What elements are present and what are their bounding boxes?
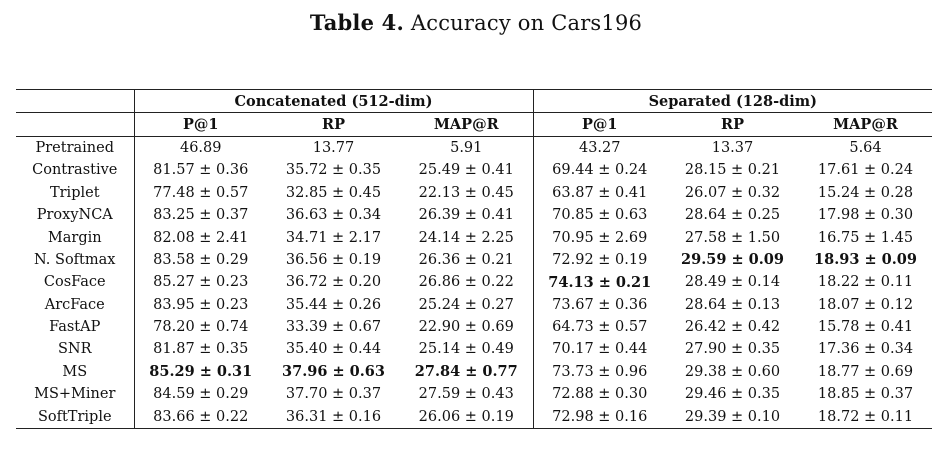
subheader-p1-sep: P@1	[533, 113, 666, 136]
table-row	[16, 271, 932, 293]
metric-cell: 83.58 ± 0.29	[134, 249, 267, 271]
table-row	[16, 182, 932, 204]
metric-cell: 64.73 ± 0.57	[533, 316, 666, 338]
method-name: CosFace	[43, 274, 106, 291]
metric-cell: 37.96 ± 0.63	[282, 363, 385, 381]
metric-cell: 18.72 ± 0.11	[799, 405, 932, 428]
method-name: ProxyNCA	[36, 207, 113, 224]
metric-cell: 27.90 ± 0.35	[684, 341, 781, 358]
table-row	[16, 159, 932, 181]
metric-cell: 25.24 ± 0.27	[418, 296, 514, 313]
table-caption	[0, 10, 952, 35]
metric-cell: 73.73 ± 0.96	[533, 361, 666, 383]
metric-cell: 70.85 ± 0.63	[533, 204, 666, 226]
metric-cell: 37.70 ± 0.37	[285, 386, 382, 403]
method-name: Margin	[47, 229, 102, 246]
metric-cell: 5.64	[799, 136, 932, 159]
metric-cell: 73.67 ± 0.36	[533, 294, 666, 316]
table-row	[16, 338, 932, 360]
metric-cell: 81.87 ± 0.35	[134, 338, 267, 360]
metric-cell: 13.77	[267, 136, 400, 159]
method-name: Pretrained	[16, 136, 134, 159]
metric-cell: 25.14 ± 0.49	[418, 341, 514, 358]
metric-cell: 70.17 ± 0.44	[533, 338, 666, 360]
metric-cell: 72.88 ± 0.30	[533, 383, 666, 405]
metric-cell: 18.07 ± 0.12	[817, 296, 914, 313]
group-header-row	[16, 90, 932, 113]
metric-cell: 26.39 ± 0.41	[418, 207, 514, 224]
metric-cell: 32.85 ± 0.45	[285, 184, 382, 201]
metric-cell: 24.14 ± 2.25	[418, 229, 514, 246]
metric-cell: 36.56 ± 0.19	[285, 251, 382, 268]
metric-cell: 27.59 ± 0.43	[418, 386, 514, 403]
table-row	[16, 249, 932, 271]
caption-text: Accuracy on Cars196	[410, 11, 643, 35]
metric-cell: 36.31 ± 0.16	[267, 405, 400, 428]
empty-corner	[16, 90, 134, 113]
metric-cell: 85.27 ± 0.23	[134, 271, 267, 293]
metric-cell: 22.90 ± 0.69	[418, 319, 514, 336]
metric-cell: 69.44 ± 0.24	[533, 159, 666, 181]
method-name: Contrastive	[32, 162, 118, 179]
group-header-concatenated: Concatenated (512-dim)	[134, 90, 533, 113]
table-row	[16, 204, 932, 226]
method-name: MS	[62, 363, 88, 380]
metric-cell: 22.13 ± 0.45	[418, 184, 514, 201]
metric-cell: 28.49 ± 0.14	[684, 274, 781, 291]
empty-corner-sub	[16, 113, 134, 136]
method-name: SNR	[57, 341, 92, 358]
metric-cell: 34.71 ± 2.17	[285, 229, 382, 246]
table-row	[16, 136, 932, 159]
metric-cell: 83.95 ± 0.23	[134, 294, 267, 316]
metric-cell: 26.06 ± 0.19	[400, 405, 533, 428]
metric-cell: 26.86 ± 0.22	[418, 274, 514, 291]
method-name: ArcFace	[44, 296, 105, 313]
subheader-mapr-concat: MAP@R	[433, 116, 499, 134]
metric-cell: 35.72 ± 0.35	[285, 162, 382, 179]
metric-cell: 81.57 ± 0.36	[134, 159, 267, 181]
table-row	[16, 294, 932, 316]
metric-cell: 33.39 ± 0.67	[285, 319, 382, 336]
metric-cell: 29.59 ± 0.09	[681, 251, 784, 269]
results-table	[16, 89, 932, 429]
metric-cell: 82.08 ± 2.41	[134, 226, 267, 248]
metric-cell: 83.25 ± 0.37	[134, 204, 267, 226]
method-name: FastAP	[49, 319, 101, 336]
table-row	[16, 405, 932, 428]
metric-cell: 35.44 ± 0.26	[285, 296, 382, 313]
metric-cell: 28.15 ± 0.21	[684, 162, 781, 179]
metric-cell: 70.95 ± 2.69	[533, 226, 666, 248]
metric-cell: 63.87 ± 0.41	[533, 182, 666, 204]
metric-cell: 26.36 ± 0.21	[418, 251, 514, 268]
metric-cell: 29.46 ± 0.35	[684, 386, 781, 403]
metric-cell: 78.20 ± 0.74	[134, 316, 267, 338]
metric-cell: 27.84 ± 0.77	[414, 363, 518, 381]
caption-label: Table 4.	[309, 10, 404, 35]
metric-cell: 72.92 ± 0.19	[533, 249, 666, 271]
table-row	[16, 361, 932, 383]
metric-cell: 25.49 ± 0.41	[418, 162, 514, 179]
table-row	[16, 226, 932, 248]
subheader-row	[16, 113, 932, 136]
metric-cell: 28.64 ± 0.25	[684, 207, 781, 224]
method-name: N. Softmax	[34, 251, 116, 268]
method-name: SoftTriple	[16, 405, 134, 428]
metric-cell: 15.78 ± 0.41	[817, 319, 914, 336]
metric-cell: 17.36 ± 0.34	[817, 341, 914, 358]
metric-cell: 36.63 ± 0.34	[285, 207, 382, 224]
metric-cell: 72.98 ± 0.16	[533, 405, 666, 428]
metric-cell: 29.38 ± 0.60	[684, 363, 781, 380]
metric-cell: 35.40 ± 0.44	[285, 341, 382, 358]
metric-cell: 29.39 ± 0.10	[666, 405, 799, 428]
metric-cell: 43.27	[533, 136, 666, 159]
metric-cell: 5.91	[400, 136, 533, 159]
metric-cell: 13.37	[666, 136, 799, 159]
metric-cell: 36.72 ± 0.20	[285, 274, 382, 291]
metric-cell: 83.66 ± 0.22	[134, 405, 267, 428]
subheader-rp-sep: RP	[721, 116, 744, 134]
metric-cell: 28.64 ± 0.13	[684, 296, 781, 313]
metric-cell: 26.42 ± 0.42	[684, 319, 781, 336]
metric-cell: 46.89	[134, 136, 267, 159]
metric-cell: 15.24 ± 0.28	[817, 184, 914, 201]
table-row	[16, 316, 932, 338]
metric-cell: 77.48 ± 0.57	[134, 182, 267, 204]
metric-cell: 27.58 ± 1.50	[684, 229, 781, 246]
metric-cell: 74.13 ± 0.21	[533, 271, 666, 293]
method-name: Triplet	[49, 184, 100, 201]
metric-cell: 26.07 ± 0.32	[684, 184, 781, 201]
table-row	[16, 383, 932, 405]
metric-cell: 17.98 ± 0.30	[817, 207, 914, 224]
subheader-p1-concat: P@1	[134, 113, 267, 136]
table-body	[16, 136, 932, 428]
group-header-separated: Separated (128-dim)	[533, 90, 932, 113]
metric-cell: 85.29 ± 0.31	[134, 361, 267, 383]
metric-cell: 17.61 ± 0.24	[817, 162, 914, 179]
metric-cell: 16.75 ± 1.45	[817, 229, 914, 246]
metric-cell: 18.22 ± 0.11	[817, 274, 914, 291]
subheader-rp-concat: RP	[322, 116, 345, 134]
metric-cell: 18.93 ± 0.09	[814, 251, 917, 269]
method-name: MS+Miner	[34, 386, 116, 403]
metric-cell: 18.85 ± 0.37	[817, 386, 914, 403]
metric-cell: 18.77 ± 0.69	[817, 363, 914, 380]
metric-cell: 84.59 ± 0.29	[134, 383, 267, 405]
subheader-mapr-sep: MAP@R	[833, 116, 898, 134]
